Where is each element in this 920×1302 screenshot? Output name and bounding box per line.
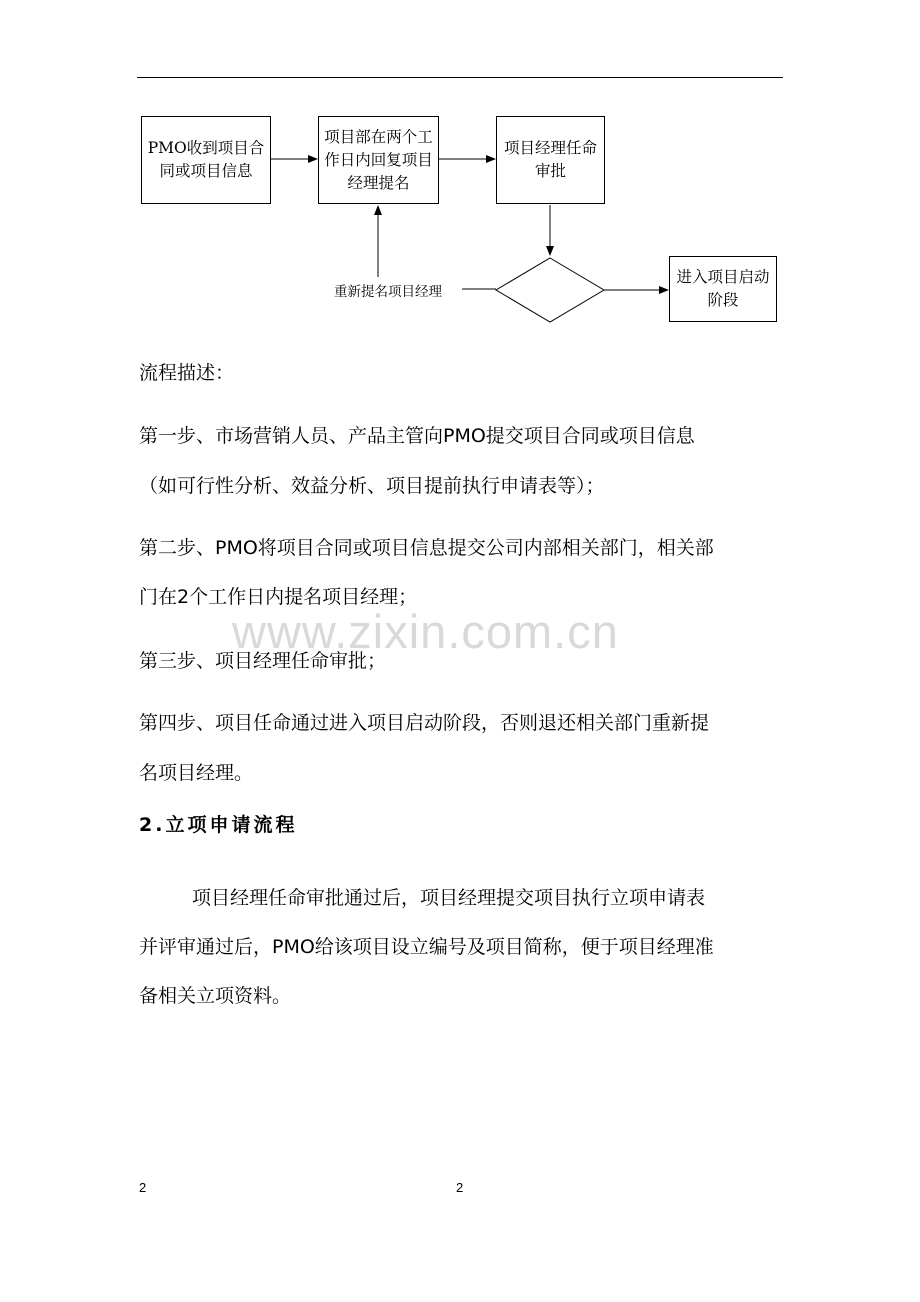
step2-line2: 门在2个工作日内提名项目经理； bbox=[139, 586, 418, 608]
para-line1: 项目经理任命审批通过后，项目经理提交项目执行立项申请表 bbox=[192, 887, 706, 909]
flowchart-connectors bbox=[0, 0, 920, 340]
step2-line1: 第二步、PMO将项目合同或项目信息提交公司内部相关部门，相关部 bbox=[139, 537, 714, 559]
step3: 第三步、项目经理任命审批； bbox=[139, 650, 387, 672]
step1-line2: （如可行性分析、效益分析、项目提前执行申请表等）； bbox=[139, 475, 605, 497]
page-number-center: 2 bbox=[456, 1180, 464, 1195]
flow-box-enter-start-phase-label: 进入项目启动阶段 bbox=[676, 268, 770, 309]
step4-line2: 名项目经理。 bbox=[139, 762, 254, 784]
flow-box-receive-contract-label: PMO收到项目合同或项目信息 bbox=[147, 139, 265, 180]
step4-line1: 第四步、项目任命通过进入项目启动阶段，否则退还相关部门重新提 bbox=[139, 712, 710, 734]
flow-box-nominate-pm bbox=[318, 116, 439, 204]
flow-box-approve-pm bbox=[496, 116, 605, 204]
page-number-left: 2 bbox=[139, 1180, 147, 1195]
para-line2: 并评审通过后，PMO给该项目设立编号及项目简称，便于项目经理准 bbox=[139, 936, 714, 958]
decision-diamond bbox=[496, 258, 604, 322]
flow-box-receive-contract bbox=[141, 116, 271, 204]
flow-box-approve-pm-label: 项目经理任命审批 bbox=[503, 139, 597, 180]
step1-line1: 第一步、市场营销人员、产品主管向PMO提交项目合同或项目信息 bbox=[139, 425, 695, 447]
section-heading: 2.立项申请流程 bbox=[139, 814, 298, 836]
flow-box-enter-start-phase bbox=[669, 256, 777, 322]
return-label: 重新提名项目经理 bbox=[334, 284, 442, 300]
para-line3: 备相关立项资料。 bbox=[139, 985, 292, 1007]
flow-box-nominate-pm-label: 项目部在两个工作日内回复项目经理提名 bbox=[324, 127, 433, 192]
watermark: www.zixin.com.cn bbox=[232, 605, 619, 658]
desc-title: 流程描述： bbox=[139, 362, 235, 384]
